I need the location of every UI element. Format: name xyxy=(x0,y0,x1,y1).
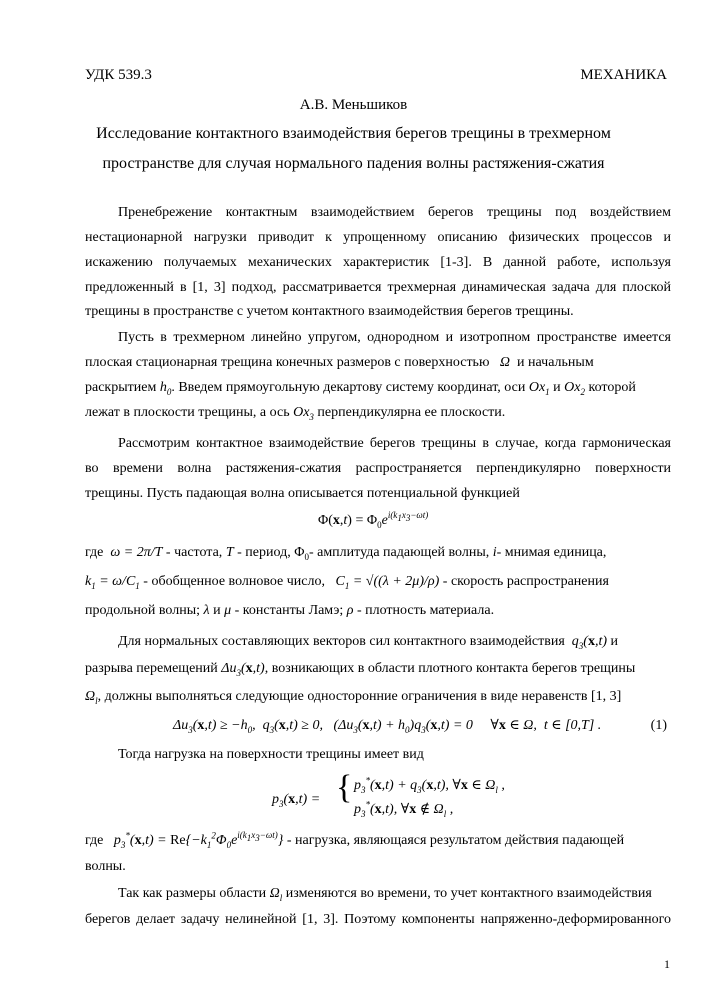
p3-line: Рассмотрим контактное взаимодействие берегов трещины в случае, когда гармоническая xyxy=(118,436,671,451)
author: А.В. Меньшиков xyxy=(299,97,408,113)
formula-potential: $\Phi(x,t) = \Phi_0e^{i(k_1x_3-\omega t)}$ xyxy=(318,510,429,530)
load-definition-line: волны. xyxy=(85,859,126,874)
load-definition-line: где $p_3^*(x,t) = Re\{-k_1^2\Phi_0e^{i(k_1x_3-\omega t)}\}$ - нагрузка, являющаяся результатом действия падающей xyxy=(85,830,625,850)
page-number: 1 xyxy=(664,957,670,971)
p1-line: предложенный в [1, 3] подход, рассматривается трехмерная динамическая задача для плоской xyxy=(85,280,671,295)
p1-line: искажению получаемых механических характеристик [1-3]. В данной работе, используя xyxy=(85,255,671,270)
p2-line: лежат в плоскости трещины, а ось $Ox_3$ перпендикулярна ее плоскости. xyxy=(85,405,506,422)
p3-line: трещины. Пусть падающая волна описывается потенциальной функцией xyxy=(85,486,520,501)
p1-line: нестационарной нагрузки приводит к упрощенному описанию физических процессов и xyxy=(85,230,671,245)
p3-line: во времени волна растяжения-сжатия распространяется перпендикулярно поверхности xyxy=(85,461,671,476)
p1-line: Пренебрежение контактным взаимодействием берегов трещины под воздействием xyxy=(118,205,671,220)
p1-line: трещины в пространстве с учетом контактного взаимодействия берегов трещины. xyxy=(85,304,574,319)
p5-line: Тогда нагрузка на поверхности трещины имеет вид xyxy=(118,747,424,762)
section-name: МЕХАНИКА xyxy=(580,67,667,83)
definitions-line: где ω = 2π/T - частота, T - период, $\Phi_0-$ амплитуда падающей волны, i- мнимая единица, xyxy=(85,545,607,562)
title-line-1: Исследование контактного взаимодействия берегов трещины в трехмерном xyxy=(96,125,611,142)
title-line-2: пространстве для случая нормального падения волны растяжения-сжатия xyxy=(102,155,605,172)
p6-line: берегов делает задачу нелинейной [1, 3]. Поэтому компоненты напряженно-деформированного xyxy=(85,912,671,927)
p4-line: $\Omega_l$, должны выполняться следующие односторонние ограничения в виде неравенств [1, 3] xyxy=(85,689,622,706)
definitions-line: $k_1 = \omega/C_1$ - обобщенное волновое число, $C_1 = √((\lambda + 2\mu)/\rho)$ - скорость распространения xyxy=(85,574,609,591)
p2-line: раскрытием $h_0$. Введем прямоугольную декартову систему координат, оси $Ox_1$ и $Ox_2$ которой xyxy=(85,380,636,397)
equation-1: $\Delta u_3(x,t) \ge -h_0$, $q_3(x,t) \ge 0$, $(\Delta u_3(x,t) + h_0)q_3(x,t) = 0$ ∀x ∈ Ω, t ∈ [0,T] . xyxy=(173,718,602,735)
p6-line: Так как размеры области $\Omega_l$ изменяются во времени, то учет контактного взаимодействия xyxy=(118,886,652,903)
definitions-line: продольной волны; λ и μ - константы Ламэ; ρ - плотность материала. xyxy=(85,603,495,618)
paper-page: УДК 539.3 МЕХАНИКА А.В. Меньшиков Исследование контактного взаимодействия берегов трещины в трехмерном пространстве для случая нормального падения волны растяжения-сжатия Пренебрежение контактным взаимодействием берегов трещины под воздействием нестационарной нагрузки приводит к упрощенному описанию физических процессов и искажению получаемых механических характеристик [1-3]. В данной работе, используя предложенный в [1, 3] подход, рассматривается трехмерная динамическая задача для плоской трещины в пространстве с учетом контактного взаимодействия берегов трещины. Пусть в трехмерном линейно упругом, однородном и изотропном пространстве имеется плоская стационарная трещина конечных размеров с поверхностью Ω и начальным раскрытием $h_0$. Введем прямоугольную декартову систему координат, оси $Ox_1$ и $Ox_2$ которой лежат в плоскости трещины, а ось $Ox_3$ перпендикулярна ее плоскости. Рассмотрим контактное взаимодействие берегов трещины в случае, когда гармоническая во времени волна растяжения-сжатия распространяется перпендикулярно поверхности трещины. Пусть падающая волна описывается потенциальной функцией $\Phi(x,t) = \Phi_0e^{i(k_1x_3-\omega t)}$ где ω = 2π/T - частота, T - период, $\Phi_0-$ амплитуда падающей волны, i- мнимая единица, $k_1 = \omega/C_1$ - обобщенное волновое число, $C_1 = √((\lambda + 2\mu)/\rho)$ - скорость распространения продольной волны; λ и μ - константы Ламэ; ρ - плотность материала. Для нормальных составляющих векторов сил контактного взаимодействия $q_3(x,t)$ и разрыва перемещений $\Delta u_3(x,t)$, возникающих в области плотного контакта берегов трещины $\Omega_l$, должны выполняться следующие односторонние ограничения в виде неравенств [1, 3] $\Delta u_3(x,t) \ge -h_0$, $q_3(x,t) \ge 0$, $(\Delta u_3(x,t) + h_0)q_3(x,t) = 0$ ∀x ∈ Ω, t ∈ [0,T] . (1) Тогда нагрузка на поверхности трещины имеет вид $p_3(x,t)$ = { $p_3^*(x,t) + q_3(x,t)$, ∀x ∈ $\Omega_l$ , $p_3^*(x,t)$, ∀x ∉ $\Omega_l$ , где $p_3^*(x,t) = Re\{-k_1^2\Phi_0e^{i(k_1x_3-\omega t)}\}$ - нагрузка, являющаяся результатом действия падающей волны. Так как размеры области $\Omega_l$ изменяются во времени, то учет контактного взаимодействия берегов делает задачу нелинейной [1, 3]. Поэтому компоненты напряженно-деформированного 1 xyxy=(0,0,707,1000)
p2-line: плоская стационарная трещина конечных размеров с поверхностью Ω и начальным xyxy=(85,355,594,370)
p2-line: Пусть в трехмерном линейно упругом, однородном и изотропном пространстве имеется xyxy=(118,330,671,345)
p4-line: Для нормальных составляющих векторов сил контактного взаимодействия $q_3(x,t)$ и xyxy=(118,634,619,651)
udc-code: УДК 539.3 xyxy=(85,67,152,83)
p4-line: разрыва перемещений $\Delta u_3(x,t)$, возникающих в области плотного контакта берегов трещины xyxy=(85,661,636,678)
equation-number: (1) xyxy=(650,718,667,733)
